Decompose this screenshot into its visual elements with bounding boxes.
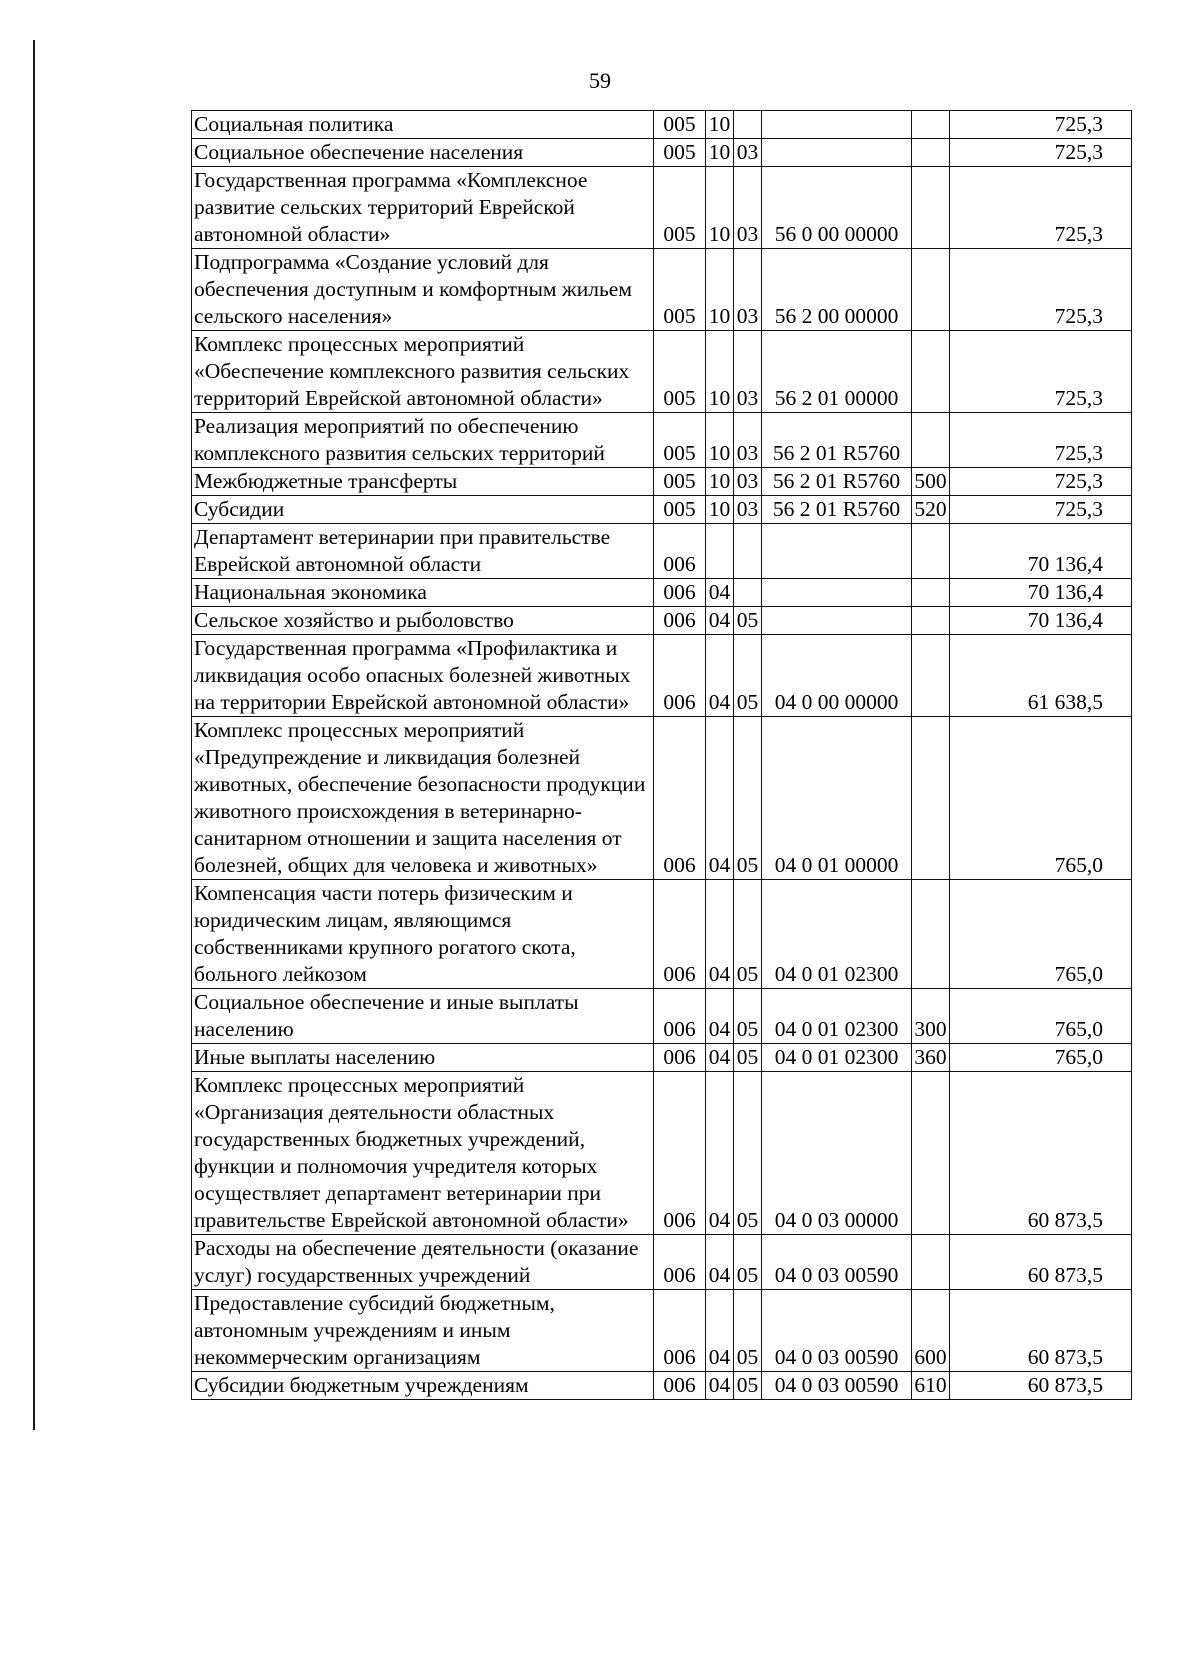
subsection-code-cell: 03 [734, 249, 762, 331]
table-row [192, 989, 1132, 1044]
target-article-cell: 56 2 01 R5760 [762, 413, 912, 468]
ministry-code-cell: 006 [654, 880, 706, 989]
expense-type-cell [912, 139, 950, 167]
expense-name-cell: Комплекс процессных мероприятий «Предупреждение и ликвидация болезней животных, обеспечение безопасности продукции животного происхождения в ветеринарно-санитарном отношении и защита населения от болезней, общих для человека и животных» [192, 717, 654, 880]
expense-name-cell: Государственная программа «Комплексное развитие сельских территорий Еврейской автономной области» [192, 167, 654, 249]
amount-cell: 765,0 [950, 717, 1132, 880]
ministry-code-cell: 005 [654, 111, 706, 139]
expense-name-cell: Социальное обеспечение населения [192, 139, 654, 167]
subsection-code-cell: 05 [734, 607, 762, 635]
ministry-code-cell: 006 [654, 989, 706, 1044]
ministry-code-cell: 006 [654, 579, 706, 607]
subsection-code-cell: 05 [734, 1072, 762, 1235]
ministry-code-cell: 006 [654, 635, 706, 717]
expense-name-cell: Национальная экономика [192, 579, 654, 607]
target-article-cell: 04 0 03 00590 [762, 1290, 912, 1372]
amount-cell: 725,3 [950, 167, 1132, 249]
target-article-cell: 04 0 01 00000 [762, 717, 912, 880]
table-row [192, 607, 1132, 635]
table-row [192, 111, 1132, 139]
target-article-cell: 04 0 01 02300 [762, 1044, 912, 1072]
amount-cell: 60 873,5 [950, 1072, 1132, 1235]
expense-name-cell: Иные выплаты населению [192, 1044, 654, 1072]
subsection-code-cell: 05 [734, 717, 762, 880]
expense-name-cell: Реализация мероприятий по обеспечению комплексного развития сельских территорий [192, 413, 654, 468]
expense-type-cell [912, 635, 950, 717]
section-code-cell: 04 [706, 579, 734, 607]
table-row [192, 1290, 1132, 1372]
ministry-code-cell: 005 [654, 139, 706, 167]
table-row [192, 139, 1132, 167]
page-number: 59 [589, 68, 611, 93]
subsection-code-cell: 05 [734, 989, 762, 1044]
expense-name-cell: Расходы на обеспечение деятельности (оказание услуг) государственных учреждений [192, 1235, 654, 1290]
table-row [192, 1072, 1132, 1235]
amount-cell: 765,0 [950, 989, 1132, 1044]
expense-type-cell: 600 [912, 1290, 950, 1372]
amount-cell: 60 873,5 [950, 1235, 1132, 1290]
expense-name-cell: Социальное обеспечение и иные выплаты населению [192, 989, 654, 1044]
subsection-code-cell [734, 111, 762, 139]
amount-cell: 70 136,4 [950, 579, 1132, 607]
section-code-cell: 10 [706, 167, 734, 249]
ministry-code-cell: 005 [654, 468, 706, 496]
expense-type-cell: 300 [912, 989, 950, 1044]
ministry-code-cell: 005 [654, 167, 706, 249]
subsection-code-cell: 03 [734, 413, 762, 468]
amount-cell: 765,0 [950, 880, 1132, 989]
table-row [192, 468, 1132, 496]
section-code-cell: 10 [706, 468, 734, 496]
table-row [192, 167, 1132, 249]
subsection-code-cell: 05 [734, 1372, 762, 1400]
ministry-code-cell: 006 [654, 1235, 706, 1290]
section-code-cell: 10 [706, 331, 734, 413]
subsection-code-cell: 05 [734, 880, 762, 989]
expense-type-cell [912, 167, 950, 249]
section-code-cell: 04 [706, 635, 734, 717]
ministry-code-cell: 006 [654, 717, 706, 880]
target-article-cell: 04 0 01 02300 [762, 880, 912, 989]
expense-type-cell: 520 [912, 496, 950, 524]
table-row [192, 249, 1132, 331]
amount-cell: 765,0 [950, 1044, 1132, 1072]
left-margin-line [33, 40, 35, 1430]
expense-name-cell: Субсидии [192, 496, 654, 524]
amount-cell: 725,3 [950, 249, 1132, 331]
expense-type-cell [912, 331, 950, 413]
subsection-code-cell: 03 [734, 468, 762, 496]
section-code-cell: 10 [706, 139, 734, 167]
expense-type-cell [912, 579, 950, 607]
expense-type-cell [912, 111, 950, 139]
ministry-code-cell: 006 [654, 524, 706, 579]
target-article-cell: 04 0 00 00000 [762, 635, 912, 717]
target-article-cell: 04 0 03 00590 [762, 1372, 912, 1400]
section-code-cell: 04 [706, 607, 734, 635]
budget-table [191, 110, 1132, 1400]
target-article-cell: 56 2 01 R5760 [762, 496, 912, 524]
expense-type-cell [912, 1072, 950, 1235]
amount-cell: 61 638,5 [950, 635, 1132, 717]
ministry-code-cell: 005 [654, 249, 706, 331]
expense-name-cell: Комплекс процессных мероприятий «Обеспечение комплексного развития сельских территорий Еврейской автономной области» [192, 331, 654, 413]
subsection-code-cell: 03 [734, 331, 762, 413]
amount-cell: 60 873,5 [950, 1372, 1132, 1400]
expense-name-cell: Подпрограмма «Создание условий для обеспечения доступным и комфортным жильем сельского населения» [192, 249, 654, 331]
expense-type-cell [912, 524, 950, 579]
ministry-code-cell: 006 [654, 1372, 706, 1400]
amount-cell: 725,3 [950, 139, 1132, 167]
table-row [192, 635, 1132, 717]
section-code-cell: 10 [706, 249, 734, 331]
target-article-cell: 56 2 01 R5760 [762, 468, 912, 496]
expense-type-cell [912, 880, 950, 989]
amount-cell: 725,3 [950, 413, 1132, 468]
expense-type-cell: 500 [912, 468, 950, 496]
expense-name-cell: Сельское хозяйство и рыболовство [192, 607, 654, 635]
section-code-cell: 10 [706, 496, 734, 524]
expense-name-cell: Комплекс процессных мероприятий «Организация деятельности областных государственных бюджетных учреждений, функции и полномочия учредителя которых осуществляет департамент ветеринарии при правительстве Еврейской автономной области» [192, 1072, 654, 1235]
ministry-code-cell: 006 [654, 1044, 706, 1072]
expense-type-cell [912, 249, 950, 331]
amount-cell: 725,3 [950, 111, 1132, 139]
section-code-cell: 04 [706, 880, 734, 989]
expense-type-cell [912, 607, 950, 635]
table-row [192, 1044, 1132, 1072]
amount-cell: 60 873,5 [950, 1290, 1132, 1372]
expense-name-cell: Межбюджетные трансферты [192, 468, 654, 496]
section-code-cell [706, 524, 734, 579]
expense-name-cell: Предоставление субсидий бюджетным, автономным учреждениям и иным некоммерческим организациям [192, 1290, 654, 1372]
amount-cell: 70 136,4 [950, 607, 1132, 635]
expense-name-cell: Департамент ветеринарии при правительстве Еврейской автономной области [192, 524, 654, 579]
amount-cell: 725,3 [950, 468, 1132, 496]
expense-type-cell: 360 [912, 1044, 950, 1072]
expense-name-cell: Государственная программа «Профилактика и ликвидация особо опасных болезней животных на территории Еврейской автономной области» [192, 635, 654, 717]
ministry-code-cell: 006 [654, 607, 706, 635]
section-code-cell: 04 [706, 1290, 734, 1372]
target-article-cell: 56 2 01 00000 [762, 331, 912, 413]
table-row [192, 880, 1132, 989]
subsection-code-cell: 05 [734, 1290, 762, 1372]
ministry-code-cell: 005 [654, 413, 706, 468]
subsection-code-cell [734, 579, 762, 607]
amount-cell: 725,3 [950, 496, 1132, 524]
expense-type-cell [912, 717, 950, 880]
table-row [192, 1372, 1132, 1400]
table-row [192, 413, 1132, 468]
amount-cell: 70 136,4 [950, 524, 1132, 579]
expense-type-cell [912, 413, 950, 468]
target-article-cell [762, 579, 912, 607]
section-code-cell: 10 [706, 111, 734, 139]
section-code-cell: 04 [706, 1072, 734, 1235]
subsection-code-cell: 03 [734, 139, 762, 167]
expense-name-cell: Субсидии бюджетным учреждениям [192, 1372, 654, 1400]
subsection-code-cell: 03 [734, 496, 762, 524]
target-article-cell [762, 139, 912, 167]
subsection-code-cell: 05 [734, 1235, 762, 1290]
table-row [192, 579, 1132, 607]
section-code-cell: 04 [706, 717, 734, 880]
amount-cell: 725,3 [950, 331, 1132, 413]
target-article-cell: 56 2 00 00000 [762, 249, 912, 331]
section-code-cell: 04 [706, 1372, 734, 1400]
section-code-cell: 10 [706, 413, 734, 468]
target-article-cell [762, 524, 912, 579]
target-article-cell: 04 0 03 00590 [762, 1235, 912, 1290]
subsection-code-cell: 03 [734, 167, 762, 249]
table-row [192, 717, 1132, 880]
target-article-cell: 56 0 00 00000 [762, 167, 912, 249]
subsection-code-cell: 05 [734, 1044, 762, 1072]
expense-type-cell [912, 1235, 950, 1290]
section-code-cell: 04 [706, 1235, 734, 1290]
budget-table-body [192, 111, 1132, 1400]
section-code-cell: 04 [706, 1044, 734, 1072]
table-row [192, 331, 1132, 413]
target-article-cell [762, 111, 912, 139]
subsection-code-cell [734, 524, 762, 579]
target-article-cell: 04 0 03 00000 [762, 1072, 912, 1235]
table-row [192, 524, 1132, 579]
target-article-cell: 04 0 01 02300 [762, 989, 912, 1044]
target-article-cell [762, 607, 912, 635]
expense-name-cell: Компенсация части потерь физическим и юридическим лицам, являющимся собственниками крупного рогатого скота, больного лейкозом [192, 880, 654, 989]
ministry-code-cell: 005 [654, 496, 706, 524]
expense-type-cell: 610 [912, 1372, 950, 1400]
ministry-code-cell: 006 [654, 1072, 706, 1235]
expense-name-cell: Социальная политика [192, 111, 654, 139]
ministry-code-cell: 005 [654, 331, 706, 413]
table-row [192, 496, 1132, 524]
subsection-code-cell: 05 [734, 635, 762, 717]
section-code-cell: 04 [706, 989, 734, 1044]
ministry-code-cell: 006 [654, 1290, 706, 1372]
table-row [192, 1235, 1132, 1290]
